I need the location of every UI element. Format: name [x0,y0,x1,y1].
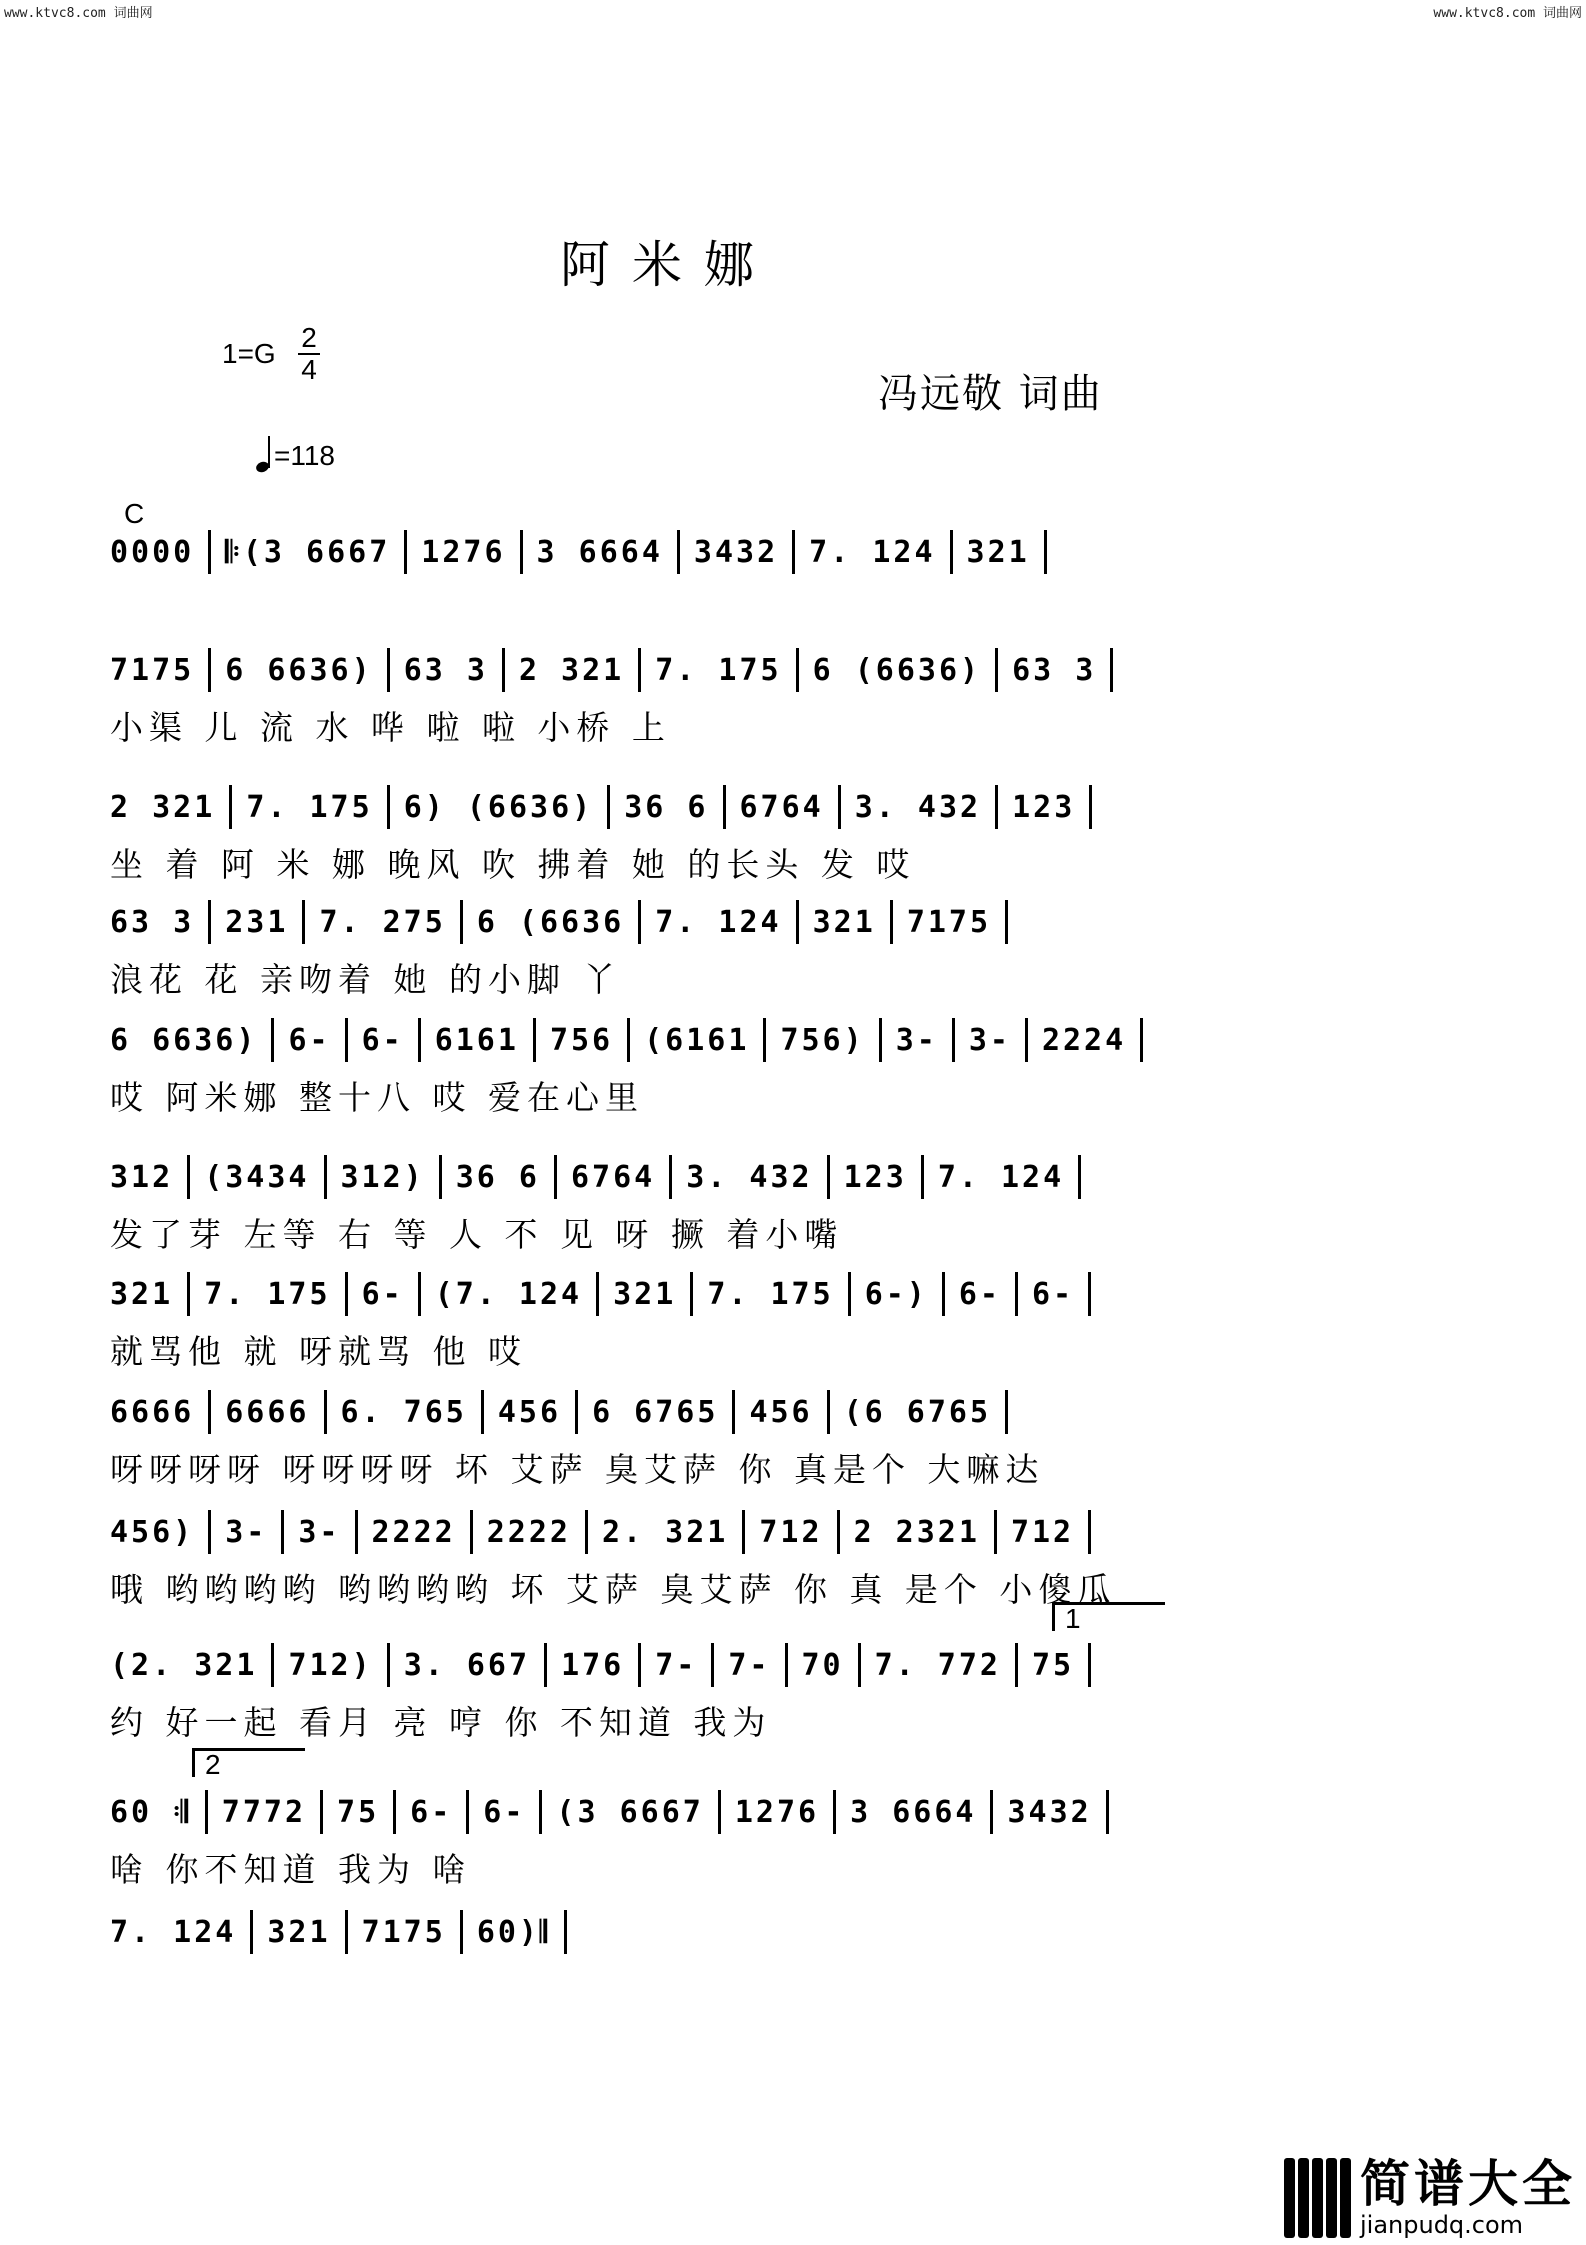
measure: 6 (6636 [476,904,625,940]
measure: 2222 [371,1514,456,1550]
measure: 2224 [1041,1022,1127,1058]
barline [208,1390,211,1434]
measure: 456 [497,1394,562,1430]
barline [575,1390,578,1434]
barline [718,1790,721,1834]
measure: 6- [1032,1276,1075,1312]
barline [564,1910,567,1954]
measure: 7. 772 [874,1647,1001,1683]
barline [942,1272,945,1316]
measure: 3 6664 [536,534,663,570]
volta-second-ending: 2 [192,1748,305,1777]
barline [502,648,505,692]
measure: 7175 [361,1914,446,1950]
notation-line [110,900,1414,944]
composer-credit: 冯远敬 词曲 [878,371,1103,417]
barline [271,1643,274,1687]
measure: 63 3 [1012,652,1097,688]
measure: 2222 [486,1514,571,1550]
notation-line [110,1390,1414,1434]
barline [1015,1272,1018,1316]
barline [990,1790,993,1834]
measure: (7. 124 [434,1276,583,1312]
measure: 6 6765 [592,1394,719,1430]
barline [466,1790,469,1834]
barline [324,1155,327,1199]
measure: (2. 321 [110,1647,258,1683]
logo-name: 简谱大全 [1360,2155,1576,2213]
barline [271,1018,274,1062]
measure: 456 [749,1394,813,1430]
measure: 3 6664 [850,1794,977,1830]
volta-first-ending: 1 [1052,1602,1165,1631]
barline [995,785,998,829]
measure: 6764 [571,1159,656,1195]
measure: 3- [225,1514,268,1550]
measure: 60 𝄇 [110,1794,191,1830]
barline [950,530,953,574]
barline [302,900,305,944]
barline [1110,648,1113,692]
measure: 7. 124 [655,904,782,940]
measure: 6666 [225,1394,310,1430]
lyrics-line: 坐 着 阿 米 娜 晚风 吹 拂着 她 的长头 发 哎 [110,845,916,884]
barline [208,900,211,944]
barline [544,1643,547,1687]
barline [1088,1272,1091,1316]
notation-line [110,1643,1414,1687]
measure: 6. 765 [340,1394,467,1430]
piano-keys-icon [1284,2158,1354,2238]
measure: 2 2321 [853,1514,980,1550]
measure: 6- [288,1022,331,1058]
lyrics-line: 发了芽 左等 右 等 人 不 见 呀 撅 着小嘴 [110,1215,844,1254]
barline [1005,900,1008,944]
quarter-note-icon [256,436,270,472]
measure: 321 [812,904,876,940]
measure: 60)𝄂 [476,1914,550,1950]
barline [763,1018,766,1062]
notation-line [110,1272,1414,1316]
barline [837,1510,840,1554]
measure: 0000 [110,534,195,570]
measure: 6) (6636) [403,789,594,825]
barline [345,1910,348,1954]
measure: 6 6636) [225,652,373,688]
measure: 2 321 [110,789,216,825]
barline [785,1643,788,1687]
measure: 6 6636) [110,1022,258,1058]
barline [1106,1790,1109,1834]
measure: 6764 [739,789,824,825]
barline [539,1790,542,1834]
barline [418,1272,421,1316]
measure: 1276 [734,1794,820,1830]
measure: 6- [483,1794,526,1830]
barline [796,900,799,944]
barline [1044,530,1047,574]
tempo-value: =118 [274,440,335,471]
barline [952,1018,955,1062]
measure: 321 [110,1276,174,1312]
barline [460,900,463,944]
barline [827,1155,830,1199]
measure: 6- [958,1276,1001,1312]
time-signature [298,323,320,385]
measure: 123 [843,1159,907,1195]
measure: 6- [361,1276,404,1312]
barline [208,648,211,692]
barline [1025,1018,1028,1062]
measure: 36 6 [624,789,709,825]
barline [470,1510,473,1554]
measure: 712) [288,1647,373,1683]
measure: 123 [1012,789,1076,825]
measure: 𝄆(3 6667 [225,534,391,570]
barline [890,900,893,944]
barline [208,1510,211,1554]
barline [879,1018,882,1062]
barline [320,1790,323,1834]
notation-line [110,1018,1414,1062]
barline [638,648,641,692]
measure: 3. 432 [854,789,982,825]
measure: 1276 [421,534,506,570]
measure: 7. 124 [809,534,936,570]
watermark-left: www.ktvc8.com 词曲网 [4,6,153,21]
barline [205,1790,208,1834]
lyrics-line: 小渠 儿 流 水 哗 啦 啦 小桥 上 [110,708,671,747]
measure: 6-) [864,1276,928,1312]
barline [439,1155,442,1199]
barline [387,785,390,829]
measure: 7. 175 [655,652,782,688]
measure: 70 [801,1647,844,1683]
barline [1088,1510,1091,1554]
measure: 3432 [693,534,779,570]
barline [638,1643,641,1687]
barline [690,1272,693,1316]
measure: 712 [759,1514,823,1550]
measure: 3- [895,1022,938,1058]
barline [723,785,726,829]
barline [229,785,232,829]
measure: 6161 [434,1022,519,1058]
measure: 2. 321 [602,1514,729,1550]
measure: 3. 667 [403,1647,531,1683]
barline [994,1510,997,1554]
barline [596,1272,599,1316]
barline [1088,1643,1091,1687]
watermark-right: www.ktvc8.com 词曲网 [1433,6,1582,21]
barline [585,1510,588,1554]
barline [418,1018,421,1062]
measure: 7. 124 [110,1914,237,1950]
barline [554,1155,557,1199]
barline [1089,785,1092,829]
site-logo [1284,2157,1576,2239]
logo-url: jianpudq.com [1360,2211,1524,2239]
notation-line [110,530,1414,574]
barline [1015,1643,1018,1687]
notation-line [110,1155,1414,1199]
measure: 7- [655,1647,698,1683]
barline [1140,1018,1143,1062]
barline [345,1272,348,1316]
measure: 36 6 [455,1159,540,1195]
barline [250,1910,253,1954]
barline [677,530,680,574]
measure: 7. 275 [319,904,446,940]
lyrics-line: 啥 你不知道 我为 啥 [110,1850,472,1889]
barline [638,900,641,944]
barline [858,1643,861,1687]
measure: 7175 [110,652,195,688]
measure: 6- [361,1022,404,1058]
barline [838,785,841,829]
measure: 6- [410,1794,453,1830]
measure: 75 [1032,1647,1075,1683]
barline [1005,1390,1008,1434]
lyrics-line: 呀呀呀呀 呀呀呀呀 坏 艾萨 臭艾萨 你 真是个 大嘛达 [110,1450,1045,1489]
notation-line [110,1510,1414,1554]
measure: (3434 [204,1159,310,1195]
notation-line [110,1910,1414,1954]
barline [387,648,390,692]
barline [533,1018,536,1062]
barline [1078,1155,1081,1199]
measure: 63 3 [110,904,195,940]
measure: 7. 175 [246,789,373,825]
measure: 312) [340,1159,425,1195]
measure: 7. 175 [204,1276,331,1312]
lyrics-line: 哎 阿米娜 整十八 哎 爱在心里 [110,1078,644,1117]
measure: 7- [728,1647,771,1683]
barline [355,1510,358,1554]
barline [711,1643,714,1687]
key-signature: 1=G [222,338,276,369]
barline [393,1790,396,1834]
measure: (6 6765 [843,1394,992,1430]
barline [345,1018,348,1062]
barline [669,1155,672,1199]
lyrics-line: 浪花 花 亲吻着 她 的小脚 丫 [110,960,622,999]
measure: 312 [110,1159,174,1195]
barline [460,1910,463,1954]
measure: 7. 124 [937,1159,1065,1195]
measure: 756 [549,1022,614,1058]
barline [792,530,795,574]
measure: 7. 175 [707,1276,834,1312]
barline [742,1510,745,1554]
measure: 3. 432 [686,1159,813,1195]
measure: 7175 [906,904,992,940]
notation-line [110,1790,1414,1834]
barline [404,530,407,574]
barline [627,1018,630,1062]
measure: 2 321 [518,652,625,688]
measure: 712 [1010,1514,1075,1550]
barline [796,648,799,692]
lyrics-line: 哦 哟哟哟哟 哟哟哟哟 坏 艾萨 臭艾萨 你 真 是个 小傻瓜 [110,1570,1117,1609]
barline [324,1390,327,1434]
measure: 3432 [1007,1794,1092,1830]
lyrics-line: 约 好一起 看月 亮 哼 你 不知道 我为 [110,1703,772,1742]
barline [187,1272,190,1316]
notation-line [110,785,1414,829]
measure: 176 [561,1647,625,1683]
barline [187,1155,190,1199]
time-signature-top: 2 [298,323,320,355]
barline [732,1390,735,1434]
time-signature-bottom: 4 [301,354,317,385]
barline [833,1790,836,1834]
barline [995,648,998,692]
barline [281,1510,284,1554]
measure: 3- [968,1022,1011,1058]
measure: 756) [780,1022,865,1058]
tempo-marking [256,436,335,472]
measure: 7772 [221,1794,307,1830]
measure: 321 [966,534,1030,570]
barline [607,785,610,829]
measure: 321 [267,1914,331,1950]
barline [520,530,523,574]
barline [921,1155,924,1199]
measure: 6666 [110,1394,195,1430]
measure: 63 3 [403,652,488,688]
barline [481,1390,484,1434]
measure: 321 [613,1276,677,1312]
barline [827,1390,830,1434]
barline [848,1272,851,1316]
measure: 3- [298,1514,341,1550]
measure: 456) [110,1514,195,1550]
measure: (6161 [644,1022,750,1058]
measure: 75 [337,1794,380,1830]
notation-line [110,648,1414,692]
barline [208,530,211,574]
barline [387,1643,390,1687]
song-title: 阿米娜 [560,236,776,294]
chord-symbol: C [124,498,145,529]
measure: (3 6667 [556,1794,704,1830]
measure: 6 (6636) [812,652,982,688]
lyrics-line: 就骂他 就 呀就骂 他 哎 [110,1332,527,1371]
measure: 231 [225,904,289,940]
